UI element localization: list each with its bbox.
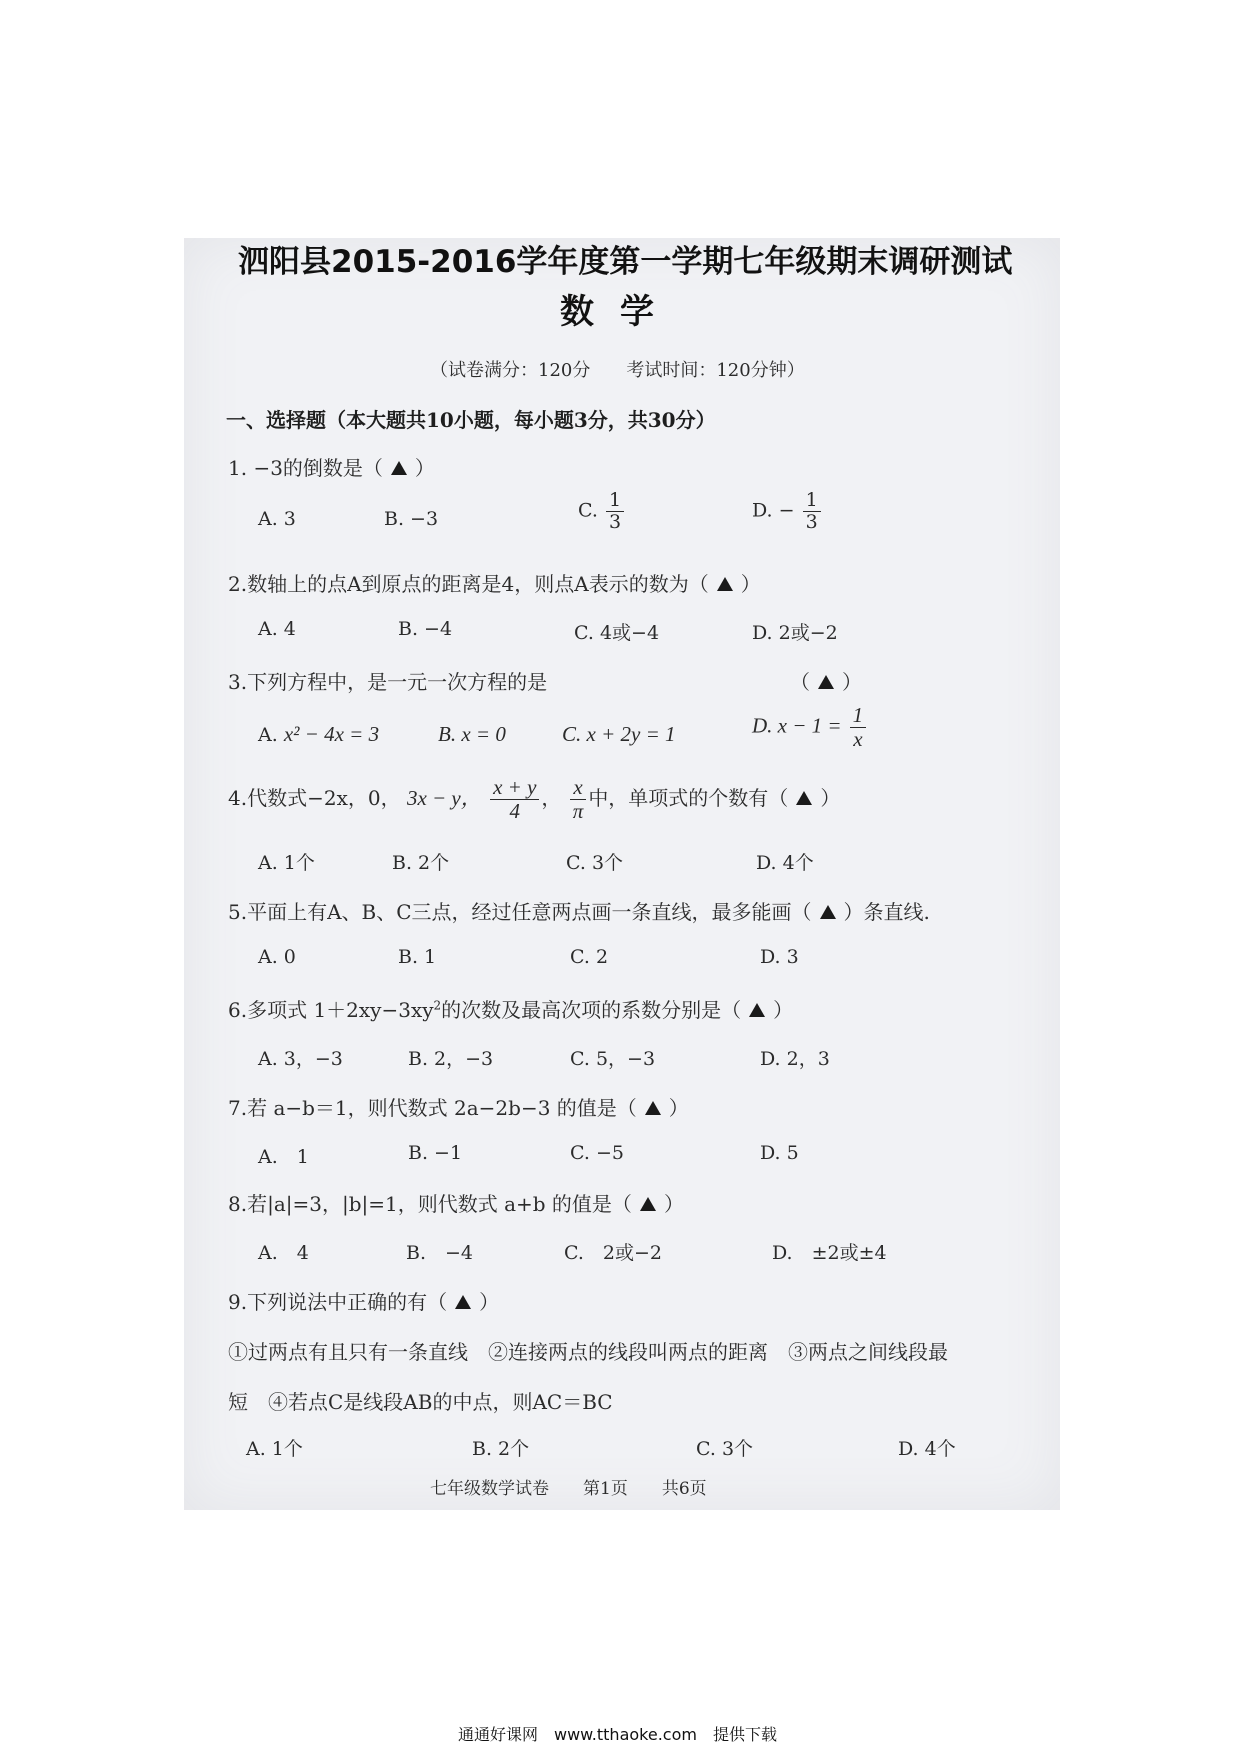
question-4: 4.代数式−2x，0， 3x − y， $\frac{x + y}{4}$ ， $\frac{x}{\pi}$ 中，单项式的个数有（ ）	[228, 775, 841, 824]
q3-option-a-label: A.	[258, 724, 278, 746]
fraction-numerator: 1	[606, 490, 624, 512]
question-4-fraction-2	[570, 776, 587, 823]
exam-title: 泗阳县2015-2016学年度第一学期七年级期末调研测试	[238, 244, 1013, 280]
fraction-denominator: 3	[805, 510, 818, 533]
q6-option-a: A. 3，−3	[258, 1048, 343, 1070]
q4-option-d: D. 4个	[756, 852, 814, 874]
question-7	[228, 1092, 689, 1121]
question-6-stem-suffix: 的次数及最高次项的系数分别是（	[441, 998, 742, 1022]
question-6-stem-end: ）	[773, 998, 794, 1022]
q6-option-d: D. 2，3	[760, 1048, 830, 1070]
q1-option-d-label: D. −	[752, 499, 795, 522]
question-1-stem: 1. −3的倒数是（	[228, 456, 383, 480]
fraction-denominator: π	[572, 799, 584, 824]
bracket-open: （	[790, 670, 810, 694]
question-4-stem-suffix: 中，单项式的个数有（	[588, 786, 789, 811]
q2-option-d: D. 2或−2	[752, 622, 838, 644]
q6-option-c: C. 5，−3	[570, 1048, 656, 1070]
answer-triangle-icon	[645, 1101, 661, 1115]
answer-triangle-icon	[640, 1197, 656, 1211]
fraction-denominator: 3	[608, 510, 622, 533]
q1-option-c-label: C.	[578, 499, 598, 522]
q2-option-c: C. 4或−4	[574, 622, 660, 644]
question-9	[228, 1286, 499, 1315]
q1-option-c-fraction	[606, 490, 624, 533]
q2-option-b: B. −4	[398, 618, 453, 640]
answer-triangle-icon	[391, 461, 407, 475]
q8-option-d: D. ±2或±4	[772, 1242, 887, 1264]
q9-option-b: B. 2个	[472, 1438, 530, 1460]
question-8-stem: 8.若|a|=3，|b|=1，则代数式 a+b 的值是（	[228, 1192, 632, 1216]
question-3-answer-bracket	[790, 666, 862, 695]
question-4-expr: 3x − y，	[406, 786, 482, 811]
bracket-close: ）	[842, 670, 862, 694]
question-4-stem: 4.代数式−2x，0，	[228, 786, 401, 811]
question-6-exponent: 2	[433, 998, 442, 1013]
q5-option-d: D. 3	[760, 946, 799, 968]
q5-option-b: B. 1	[398, 946, 437, 968]
answer-triangle-icon	[818, 675, 834, 689]
q3-option-d-expr: D. x − 1 =	[752, 713, 842, 738]
q4-option-a: A. 1个	[258, 852, 315, 874]
q3-option-a	[258, 722, 379, 747]
q3-option-c: C. x + 2y = 1	[562, 722, 676, 746]
question-1	[228, 452, 435, 481]
site-credit: 通通好课网 www.tthaoke.com 提供下载	[458, 1725, 777, 1744]
page-footer: 七年级数学试卷 第1页 共6页	[430, 1479, 707, 1499]
q7-option-a: A. 1	[258, 1146, 309, 1168]
question-4-stem-end: ）	[820, 786, 841, 811]
fraction-numerator: 1	[850, 704, 867, 728]
question-2-stem-end: ）	[740, 572, 761, 596]
question-6	[228, 994, 793, 1023]
question-2-stem: 2.数轴上的点A到原点的距离是4，则点A表示的数为（	[228, 572, 709, 596]
question-8	[228, 1188, 684, 1217]
q1-option-d-fraction	[803, 490, 821, 533]
q4-option-c: C. 3个	[566, 852, 624, 874]
question-3	[228, 666, 547, 695]
q9-option-c: C. 3个	[696, 1438, 754, 1460]
q1-option-a: A. 3	[258, 508, 296, 530]
q9-option-d: D. 4个	[898, 1438, 956, 1460]
question-5-stem: 5.平面上有A、B、C三点，经过任意两点画一条直线，最多能画（	[228, 900, 812, 924]
question-7-stem-end: ）	[668, 1096, 689, 1120]
exam-info: （试卷满分：120分 考试时间：120分钟）	[430, 360, 805, 381]
answer-triangle-icon	[749, 1003, 765, 1017]
question-9-statements-line2: 短 ④若点C是线段AB的中点，则AC＝BC	[228, 1390, 613, 1414]
subject-title: 数学	[560, 292, 680, 332]
answer-triangle-icon	[820, 905, 836, 919]
answer-triangle-icon	[455, 1295, 471, 1309]
fraction-numerator: x	[570, 776, 585, 800]
q5-option-c: C. 2	[570, 946, 609, 968]
question-5-stem-end: ）条直线.	[843, 900, 930, 924]
question-5	[228, 896, 930, 925]
q1-option-c	[578, 490, 626, 533]
q1-option-b: B. −3	[384, 508, 439, 530]
fraction-denominator: x	[853, 727, 863, 752]
answer-triangle-icon	[717, 577, 733, 591]
q7-option-b: B. −1	[408, 1142, 463, 1164]
answer-triangle-icon	[796, 791, 812, 805]
question-2	[228, 568, 761, 597]
q3-option-d	[752, 704, 868, 751]
q6-option-b: B. 2，−3	[408, 1048, 494, 1070]
q7-option-d: D. 5	[760, 1142, 799, 1164]
q8-option-c: C. 2或−2	[564, 1242, 662, 1264]
fraction-numerator: x + y	[490, 776, 539, 800]
q9-option-a: A. 1个	[246, 1438, 303, 1460]
q2-option-a: A. 4	[258, 618, 296, 640]
q3-option-a-expr: x² − 4x = 3	[283, 722, 380, 746]
q1-option-d	[752, 490, 823, 533]
question-1-stem-end: ）	[414, 456, 435, 480]
fraction-numerator: 1	[803, 490, 821, 512]
question-6-stem: 6.多项式 1＋2xy−3xy	[228, 998, 434, 1022]
fraction-denominator: 4	[509, 799, 521, 824]
q3-option-b: B. x = 0	[438, 722, 506, 746]
question-9-statements-line1: ①过两点有且只有一条直线 ②连接两点的线段叫两点的距离 ③两点之间线段最	[228, 1340, 948, 1364]
q4-option-b: B. 2个	[392, 852, 450, 874]
q5-option-a: A. 0	[258, 946, 296, 968]
question-4-fraction-1	[490, 776, 539, 823]
q7-option-c: C. −5	[570, 1142, 624, 1164]
question-9-stem-end: ）	[479, 1290, 500, 1314]
q3-option-d-fraction	[850, 704, 867, 751]
question-3-stem: 3.下列方程中，是一元一次方程的是	[228, 670, 548, 694]
question-7-stem: 7.若 a−b＝1，则代数式 2a−2b−3 的值是（	[228, 1096, 637, 1120]
q8-option-a: A. 4	[258, 1242, 309, 1264]
q8-option-b: B. −4	[406, 1242, 474, 1264]
question-9-stem: 9.下列说法中正确的有（	[228, 1290, 448, 1314]
section-heading: 一、选择题（本大题共10小题，每小题3分，共30分）	[226, 408, 716, 432]
question-8-stem-end: ）	[663, 1192, 684, 1216]
